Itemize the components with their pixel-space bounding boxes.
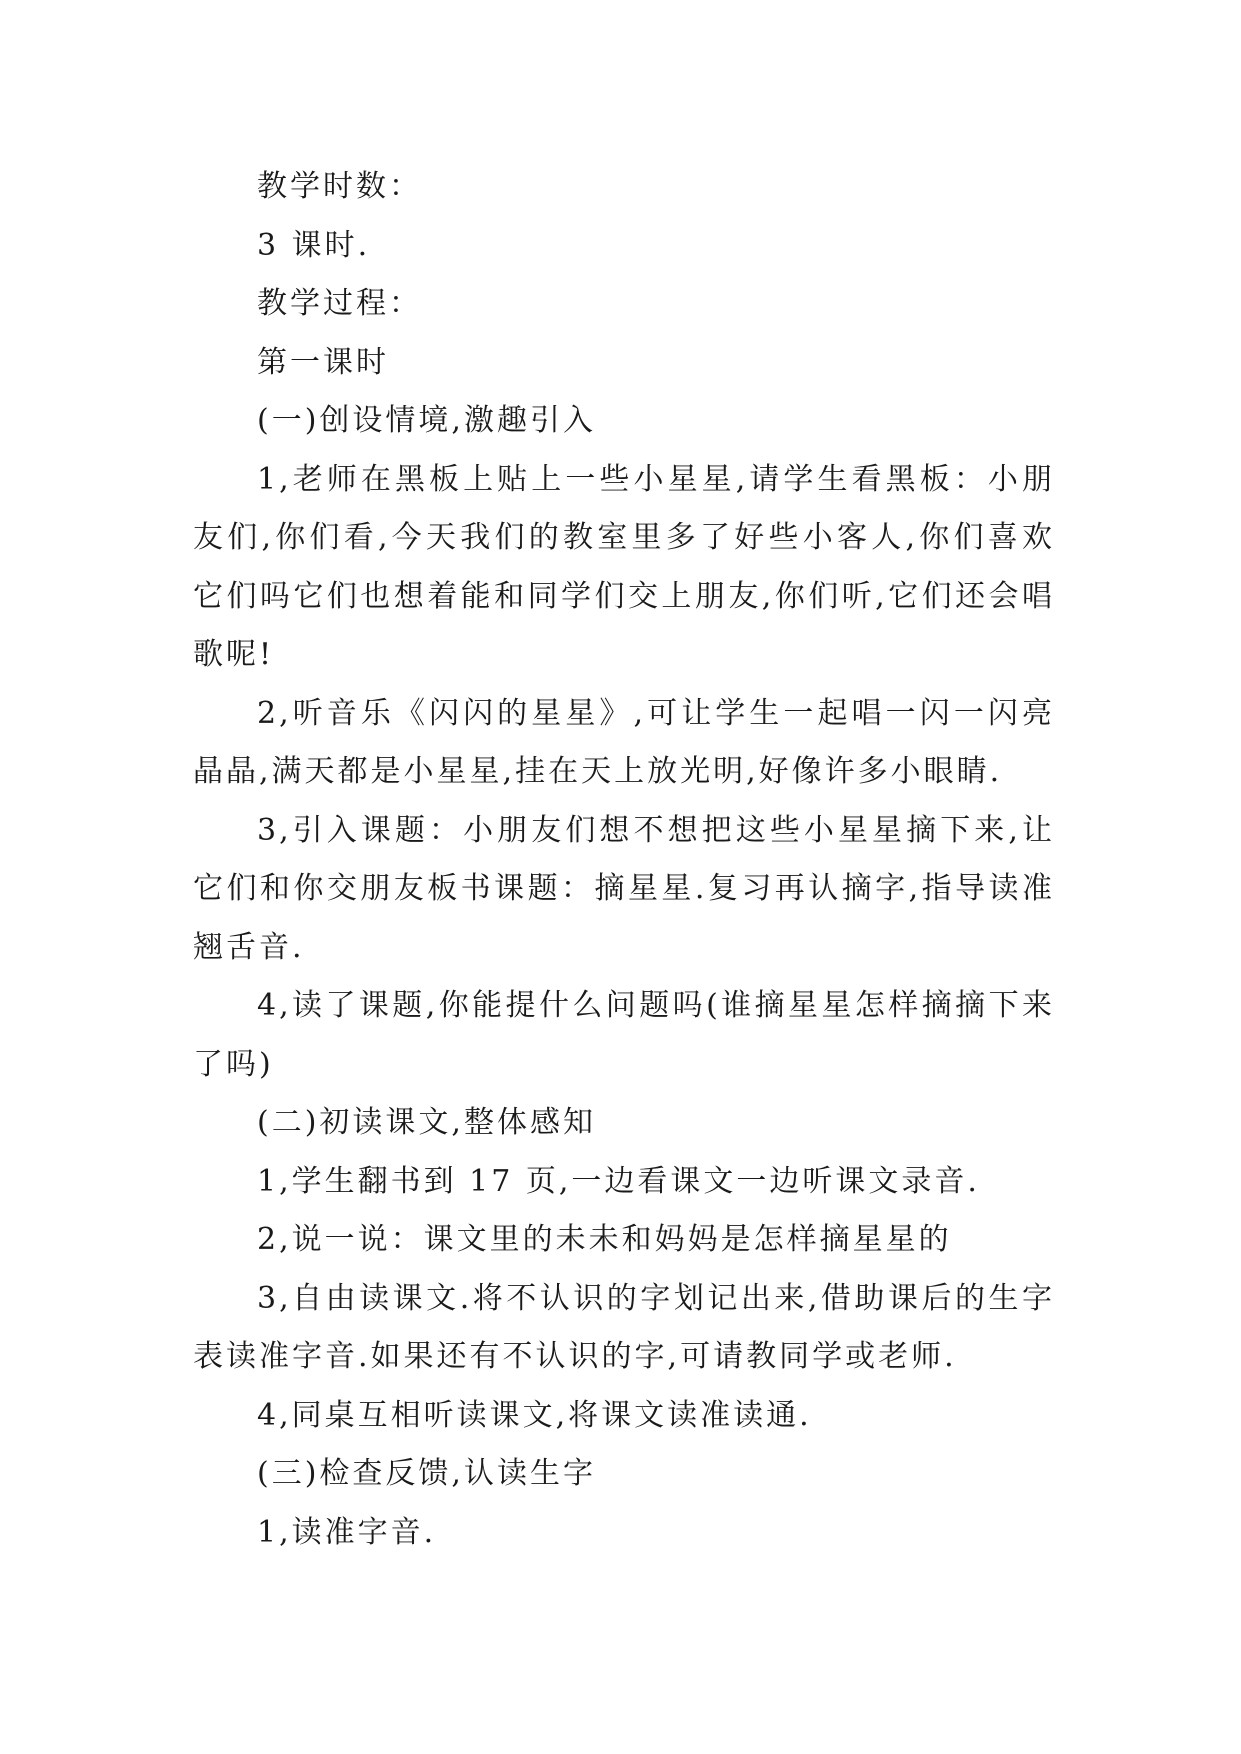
paragraph-step: 4,读了课题,你能提什么问题吗(谁摘星星怎样摘摘下来了吗) <box>193 988 1055 1082</box>
paragraph-step: 2,听音乐《闪闪的星星》,可让学生一起唱一闪一闪亮晶晶,满天都是小星星,挂在天上放光明,好像许多小眼睛. <box>193 695 1055 789</box>
section-heading-3: (三)检查反馈,认读生字 <box>257 1456 596 1491</box>
section-heading-1: (一)创设情境,激趣引入 <box>257 403 596 438</box>
paragraph-step: 1,老师在黑板上贴上一些小星星,请学生看黑板：小朋友们,你们看,今天我们的教室里多了好些小客人,你们喜欢它们吗它们也想着能和同学们交上朋友,你们听,它们还会唱歌呢! <box>193 461 1055 672</box>
paragraph-step: 3,自由读课文.将不认识的字划记出来,借助课后的生字表读准字音.如果还有不认识的字,可请教同学或老师. <box>193 1280 1055 1374</box>
document-body <box>193 158 1055 1562</box>
paragraph-step: 4,同桌互相听读课文,将课文读准读通. <box>257 1397 812 1433</box>
paragraph-teaching-hours-value: 3 课时. <box>257 227 371 263</box>
paragraph-first-lesson: 第一课时 <box>257 344 389 380</box>
paragraph-step: 2,说一说：课文里的未未和妈妈是怎样摘星星的 <box>257 1222 952 1257</box>
paragraph-teaching-hours-label: 教学时数： <box>257 169 422 204</box>
paragraph-step: 1,学生翻书到 17 页,一边看课文一边听课文录音. <box>257 1163 980 1199</box>
paragraph-step: 1,读准字音. <box>257 1514 437 1550</box>
paragraph-teaching-process-label: 教学过程： <box>257 286 422 321</box>
section-heading-2: (二)初读课文,整体感知 <box>257 1105 596 1140</box>
paragraph-step: 3,引入课题：小朋友们想不想把这些小星星摘下来,让它们和你交朋友板书课题：摘星星.复习再认摘字,指导读准翘舌音. <box>193 812 1055 965</box>
